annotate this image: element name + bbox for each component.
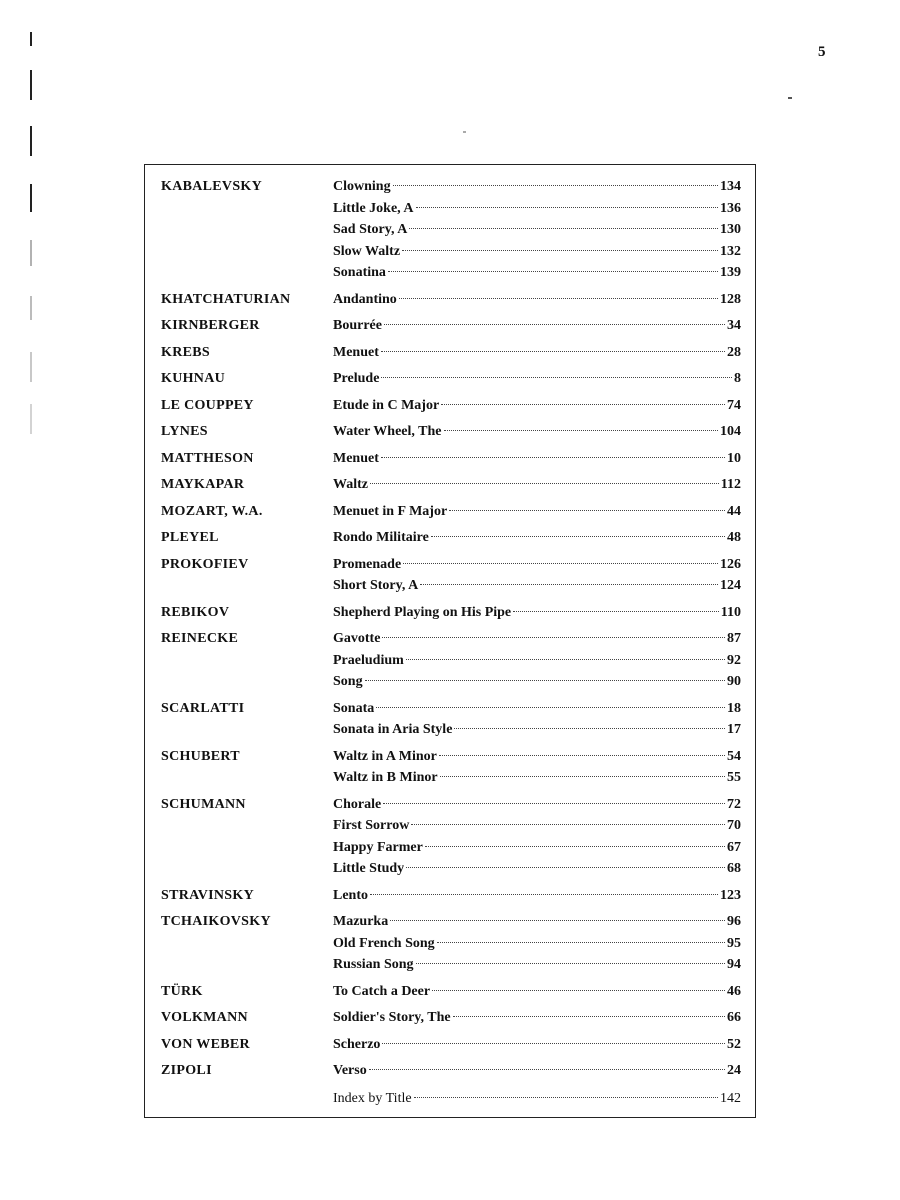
work-title: Waltz bbox=[333, 477, 368, 492]
work-entry bbox=[333, 911, 741, 933]
work-title: Sonata in Aria Style bbox=[333, 722, 453, 737]
page-ref: 8 bbox=[734, 371, 741, 386]
page-ref: 48 bbox=[727, 530, 741, 545]
composer-name: LE COUPPEY bbox=[161, 397, 254, 413]
work-entry bbox=[333, 1060, 741, 1082]
work-entry bbox=[333, 650, 741, 672]
work-title: Slow Waltz bbox=[333, 243, 401, 259]
page-ref: 87 bbox=[727, 631, 741, 646]
dot-leader bbox=[369, 1069, 725, 1070]
page-ref: 28 bbox=[727, 344, 741, 360]
page-ref: 55 bbox=[727, 770, 741, 785]
works-list bbox=[333, 176, 741, 284]
work-title: First Sorrow bbox=[333, 818, 410, 833]
works-list bbox=[333, 746, 741, 789]
page-ref: 18 bbox=[727, 700, 741, 716]
composer-name: SCHUMANN bbox=[161, 796, 246, 812]
dot-leader bbox=[370, 483, 719, 484]
page-ref: 72 bbox=[727, 796, 741, 812]
work-title: Soldier's Story, The bbox=[333, 1010, 451, 1025]
dot-leader bbox=[453, 1016, 725, 1017]
works-list bbox=[333, 289, 741, 311]
work-entry bbox=[333, 628, 741, 650]
work-title: Praeludium bbox=[333, 652, 404, 668]
contents-box bbox=[144, 164, 756, 1118]
page-number: 5 bbox=[818, 44, 826, 60]
work-entry bbox=[333, 241, 741, 263]
page-ref: 46 bbox=[727, 983, 741, 999]
margin-mark bbox=[30, 32, 32, 46]
composer-name: SCHUBERT bbox=[161, 748, 240, 764]
work-entry bbox=[333, 176, 741, 198]
work-title: Chorale bbox=[333, 796, 382, 812]
works-list bbox=[333, 368, 741, 390]
dot-leader bbox=[414, 1097, 718, 1098]
page-ref: 52 bbox=[727, 1036, 741, 1052]
page-ref: 90 bbox=[727, 674, 741, 689]
page-ref: 132 bbox=[720, 243, 741, 259]
page-ref: 66 bbox=[727, 1010, 741, 1025]
work-title: Song bbox=[333, 674, 363, 689]
dot-leader bbox=[454, 728, 725, 729]
dot-leader bbox=[370, 894, 718, 895]
works-list bbox=[333, 981, 741, 1003]
work-entry bbox=[333, 289, 741, 311]
work-title: Short Story, A bbox=[333, 578, 419, 593]
works-list bbox=[333, 501, 741, 523]
page-ref: 94 bbox=[727, 957, 741, 972]
dot-leader bbox=[439, 755, 725, 756]
page-ref: 136 bbox=[720, 200, 741, 216]
work-entry bbox=[333, 1034, 741, 1056]
works-list bbox=[333, 395, 741, 417]
scan-speck bbox=[463, 131, 466, 133]
dot-leader bbox=[409, 228, 718, 229]
dot-leader bbox=[384, 324, 725, 325]
work-entry bbox=[333, 262, 741, 284]
work-title: Happy Farmer bbox=[333, 839, 423, 855]
work-title: Bourrée bbox=[333, 318, 382, 333]
margin-mark bbox=[30, 352, 32, 382]
page-ref: 134 bbox=[720, 179, 741, 194]
dot-leader bbox=[382, 637, 725, 638]
page-ref: 124 bbox=[720, 578, 741, 593]
work-entry bbox=[333, 198, 741, 220]
work-entry bbox=[333, 527, 741, 549]
work-entry bbox=[333, 794, 741, 816]
dot-leader bbox=[388, 271, 718, 272]
page-ref: 92 bbox=[727, 652, 741, 668]
composer-name: VOLKMANN bbox=[161, 1010, 248, 1025]
works-list bbox=[333, 628, 741, 693]
work-title: Russian Song bbox=[333, 957, 414, 972]
works-list bbox=[333, 527, 741, 549]
work-entry bbox=[333, 342, 741, 364]
work-entry bbox=[333, 554, 741, 576]
work-title: Verso bbox=[333, 1063, 367, 1078]
dot-leader bbox=[411, 824, 725, 825]
work-title: Prelude bbox=[333, 371, 380, 386]
work-entry bbox=[333, 981, 741, 1003]
work-title: Little Joke, A bbox=[333, 200, 414, 216]
work-entry bbox=[333, 815, 741, 837]
work-entry bbox=[333, 858, 741, 880]
work-entry bbox=[333, 474, 741, 496]
page-ref: 74 bbox=[727, 397, 741, 413]
works-list bbox=[333, 602, 741, 624]
page-ref: 95 bbox=[727, 935, 741, 951]
work-entry bbox=[333, 837, 741, 859]
composer-name: REBIKOV bbox=[161, 604, 230, 620]
composer-name: KUHNAU bbox=[161, 371, 226, 386]
dot-leader bbox=[403, 563, 718, 564]
work-entry bbox=[333, 746, 741, 768]
work-entry bbox=[333, 219, 741, 241]
dot-leader bbox=[381, 351, 725, 352]
work-entry bbox=[333, 315, 741, 337]
page-ref: 112 bbox=[720, 477, 741, 492]
dot-leader bbox=[420, 584, 718, 585]
page-ref: 44 bbox=[727, 503, 741, 519]
dot-leader bbox=[402, 250, 718, 251]
composer-name: LYNES bbox=[161, 424, 208, 439]
work-title: Sonatina bbox=[333, 265, 386, 280]
work-entry bbox=[333, 421, 741, 443]
work-title: Lento bbox=[333, 887, 368, 903]
work-title: Shepherd Playing on His Pipe bbox=[333, 604, 512, 620]
work-entry bbox=[333, 671, 741, 693]
work-title: To Catch a Deer bbox=[333, 983, 431, 999]
composer-name: PROKOFIEV bbox=[161, 556, 249, 572]
dot-leader bbox=[393, 185, 718, 186]
index-link[interactable] bbox=[333, 1088, 741, 1110]
page-ref: 54 bbox=[727, 748, 741, 764]
work-entry bbox=[333, 602, 741, 624]
dot-leader bbox=[440, 776, 725, 777]
composer-name: KREBS bbox=[161, 344, 210, 360]
works-list bbox=[333, 342, 741, 364]
page-ref: 126 bbox=[720, 556, 741, 572]
work-entry bbox=[333, 885, 741, 907]
work-entry bbox=[333, 368, 741, 390]
margin-mark bbox=[30, 70, 32, 100]
work-entry bbox=[333, 501, 741, 523]
page-ref: 130 bbox=[720, 222, 741, 237]
composer-name: STRAVINSKY bbox=[161, 887, 254, 903]
dot-leader bbox=[431, 536, 725, 537]
dot-leader bbox=[406, 867, 725, 868]
composer-name: MOZART, W.A. bbox=[161, 503, 263, 519]
work-title: Waltz in B Minor bbox=[333, 770, 438, 785]
dot-leader bbox=[381, 377, 732, 378]
dot-leader bbox=[441, 404, 725, 405]
dot-leader bbox=[383, 803, 725, 804]
page-ref: 123 bbox=[720, 887, 741, 903]
work-title: Sonata bbox=[333, 700, 375, 716]
page-ref: 34 bbox=[727, 318, 741, 333]
margin-mark bbox=[30, 296, 32, 320]
scan-speck bbox=[788, 97, 792, 99]
dot-leader bbox=[437, 942, 725, 943]
composer-name: KHATCHATURIAN bbox=[161, 291, 291, 307]
composer-name: MAYKAPAR bbox=[161, 477, 245, 492]
composer-name: VON WEBER bbox=[161, 1036, 250, 1052]
work-title: Gavotte bbox=[333, 631, 381, 646]
work-title: Scherzo bbox=[333, 1036, 381, 1052]
dot-leader bbox=[399, 298, 718, 299]
dot-leader bbox=[365, 680, 725, 681]
work-title: Etude in C Major bbox=[333, 397, 440, 413]
work-title: Menuet bbox=[333, 450, 379, 466]
works-list bbox=[333, 554, 741, 597]
dot-leader bbox=[376, 707, 725, 708]
work-title: Rondo Militaire bbox=[333, 530, 429, 545]
work-entry bbox=[333, 395, 741, 417]
dot-leader bbox=[444, 430, 719, 431]
works-list bbox=[333, 911, 741, 976]
dot-leader bbox=[416, 963, 725, 964]
work-title: Waltz in A Minor bbox=[333, 748, 437, 764]
work-title: Old French Song bbox=[333, 935, 435, 951]
page-ref: 70 bbox=[727, 818, 741, 833]
dot-leader bbox=[449, 510, 725, 511]
page-ref: 67 bbox=[727, 839, 741, 855]
margin-mark bbox=[30, 404, 32, 434]
dot-leader bbox=[432, 990, 725, 991]
composer-name: TCHAIKOVSKY bbox=[161, 914, 271, 929]
dot-leader bbox=[382, 1043, 725, 1044]
works-list bbox=[333, 698, 741, 741]
composer-name: KABALEVSKY bbox=[161, 179, 263, 194]
works-list bbox=[333, 794, 741, 880]
margin-mark bbox=[30, 126, 32, 156]
composer-name: ZIPOLI bbox=[161, 1063, 212, 1078]
page-ref: 17 bbox=[727, 722, 741, 737]
page-ref: 10 bbox=[727, 450, 741, 466]
page-ref: 110 bbox=[720, 604, 741, 620]
works-list bbox=[333, 421, 741, 443]
work-entry bbox=[333, 698, 741, 720]
work-entry bbox=[333, 719, 741, 741]
work-entry bbox=[333, 933, 741, 955]
page-ref: 139 bbox=[720, 265, 741, 280]
work-entry bbox=[333, 575, 741, 597]
work-entry bbox=[333, 448, 741, 470]
dot-leader bbox=[406, 659, 725, 660]
composer-name: TÜRK bbox=[161, 983, 203, 999]
works-list bbox=[333, 448, 741, 470]
dot-leader bbox=[416, 207, 719, 208]
work-title: Water Wheel, The bbox=[333, 424, 442, 439]
page-ref: 24 bbox=[727, 1063, 741, 1078]
composer-name: KIRNBERGER bbox=[161, 318, 260, 333]
page-ref: 68 bbox=[727, 861, 741, 876]
composer-name: MATTHESON bbox=[161, 450, 254, 466]
page-ref: 128 bbox=[720, 291, 741, 307]
margin-mark bbox=[30, 184, 32, 212]
page-ref: 104 bbox=[720, 424, 741, 439]
dot-leader bbox=[381, 457, 725, 458]
works-list bbox=[333, 474, 741, 496]
works-list bbox=[333, 315, 741, 337]
dot-leader bbox=[390, 920, 725, 921]
page-ref: 142 bbox=[720, 1090, 741, 1106]
work-title: Andantino bbox=[333, 291, 397, 307]
work-entry bbox=[333, 1007, 741, 1029]
work-entry bbox=[333, 954, 741, 976]
works-list bbox=[333, 1034, 741, 1056]
index-title: Index by Title bbox=[333, 1090, 412, 1106]
works-list bbox=[333, 1007, 741, 1029]
work-title: Promenade bbox=[333, 556, 402, 572]
composer-name: PLEYEL bbox=[161, 530, 219, 545]
work-title: Little Study bbox=[333, 861, 405, 876]
work-title: Menuet in F Major bbox=[333, 503, 448, 519]
page-ref: 96 bbox=[727, 914, 741, 929]
works-list bbox=[333, 1060, 741, 1082]
work-title: Clowning bbox=[333, 179, 391, 194]
dot-leader bbox=[425, 846, 725, 847]
works-list bbox=[333, 885, 741, 907]
work-title: Menuet bbox=[333, 344, 379, 360]
margin-mark bbox=[30, 240, 32, 266]
composer-name: SCARLATTI bbox=[161, 700, 245, 716]
work-entry bbox=[333, 767, 741, 789]
composer-name: REINECKE bbox=[161, 631, 239, 646]
work-title: Mazurka bbox=[333, 914, 389, 929]
dot-leader bbox=[513, 611, 719, 612]
work-title: Sad Story, A bbox=[333, 222, 408, 237]
